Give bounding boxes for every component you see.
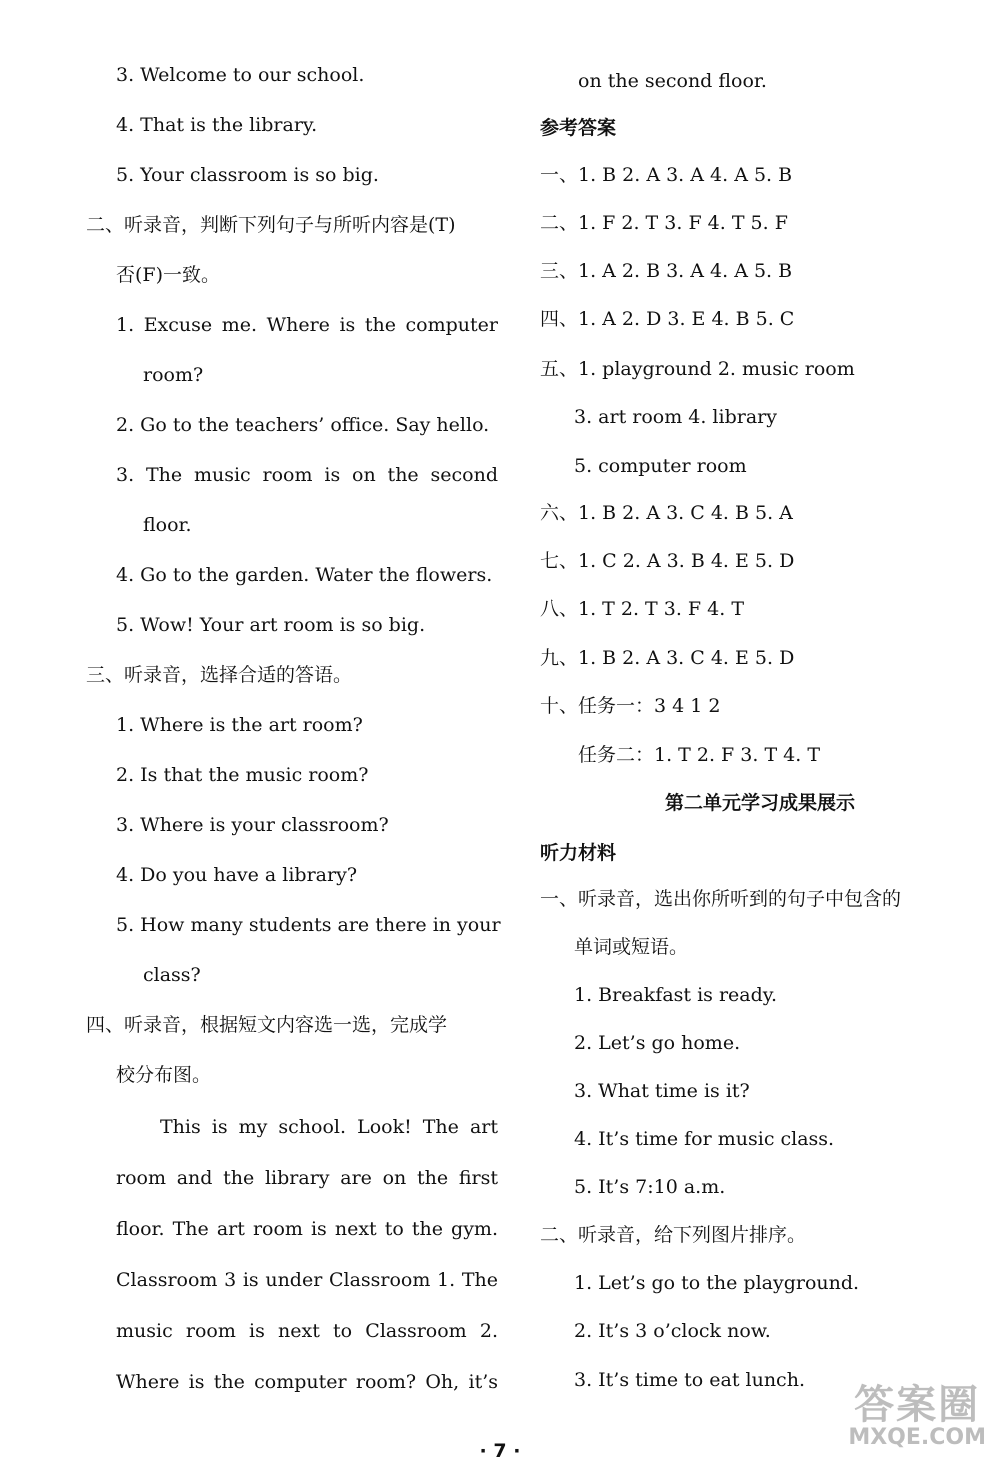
text-line: 3. Welcome to our school. [116, 64, 365, 86]
text-line: 2. Go to the teachers’ office. Say hello. [116, 414, 490, 436]
section-title-cont: 单词或短语。 [574, 936, 689, 958]
section-2-title: 二、听录音，判断下列句子与所听内容是(T) [86, 214, 456, 236]
text-line: 2. Let’s go home. [574, 1032, 741, 1054]
unit-title: 第二单元学习成果展示 [664, 792, 855, 814]
passage-line: floor. The art room is next to the gym. [116, 1218, 498, 1240]
watermark-top: 答案圈 [854, 1382, 981, 1428]
section-2-title-cont: 否(F)一致。 [116, 264, 221, 286]
text-line: 2. It’s 3 o’clock now. [574, 1320, 771, 1342]
passage-line: This is my school. Look! The art [160, 1116, 498, 1138]
text-line: 3. Where is your classroom? [116, 814, 389, 836]
answer-row: 八、1. T 2. T 3. F 4. T [540, 598, 744, 620]
text-line: 1. Where is the art room? [116, 714, 363, 736]
text-line: floor. [143, 514, 192, 536]
answers-heading: 参考答案 [540, 117, 617, 139]
passage-line: music room is next to Classroom 2. [116, 1320, 498, 1342]
text-line: 4. That is the library. [116, 114, 318, 136]
text-line: 2. Is that the music room? [116, 764, 369, 786]
text-line: 5. Your classroom is so big. [116, 164, 379, 186]
answer-row: 九、1. B 2. A 3. C 4. E 5. D [540, 647, 795, 669]
passage-line: Where is the computer room? Oh, it’s [116, 1371, 498, 1393]
text-line: 1. Let’s go to the playground. [574, 1272, 860, 1294]
answer-row: 七、1. C 2. A 3. B 4. E 5. D [540, 550, 795, 572]
text-line: 5. Wow! Your art room is so big. [116, 614, 426, 636]
answer-row: 六、1. B 2. A 3. C 4. B 5. A [540, 502, 793, 524]
section-title: 二、听录音，给下列图片排序。 [540, 1224, 807, 1246]
answer-row: 四、1. A 2. D 3. E 4. B 5. C [540, 308, 795, 330]
listening-heading: 听力材料 [540, 842, 617, 864]
section-4-title: 四、听录音，根据短文内容选一选，完成学 [86, 1014, 448, 1036]
answer-row: 五、1. playground 2. music room [540, 358, 855, 380]
section-title: 一、听录音，选出你所听到的句子中包含的 [540, 888, 902, 910]
passage-line: Classroom 3 is under Classroom 1. The [116, 1269, 498, 1291]
page-number: · 7 · [479, 1440, 521, 1462]
text-line: room? [143, 364, 204, 386]
text-line: on the second floor. [578, 70, 767, 92]
text-line: 3. It’s time to eat lunch. [574, 1369, 805, 1391]
watermark-bottom: MXQE.COM [848, 1425, 986, 1450]
text-line: 5. It’s 7:10 a.m. [574, 1176, 726, 1198]
answer-row: 十、任务一：3 4 1 2 [540, 695, 721, 717]
text-line: class? [143, 964, 201, 986]
text-line: 3. The music room is on the second [116, 464, 498, 486]
text-line: 4. It’s time for music class. [574, 1128, 835, 1150]
answer-row: 三、1. A 2. B 3. A 4. A 5. B [540, 260, 793, 282]
passage-line: room and the library are on the first [116, 1167, 498, 1189]
text-line: 4. Do you have a library? [116, 864, 358, 886]
answer-row: 二、1. F 2. T 3. F 4. T 5. F [540, 212, 788, 234]
answer-row: 一、1. B 2. A 3. A 4. A 5. B [540, 164, 793, 186]
watermark-logo [848, 1384, 986, 1450]
answer-row: 3. art room 4. library [574, 406, 777, 428]
text-line: 5. How many students are there in your [116, 914, 501, 936]
text-line: 3. What time is it? [574, 1080, 750, 1102]
section-4-title-cont: 校分布图。 [116, 1064, 212, 1086]
text-line: 1. Breakfast is ready. [574, 984, 778, 1006]
answer-row: 任务二：1. T 2. F 3. T 4. T [578, 744, 820, 766]
section-3-title: 三、听录音，选择合适的答语。 [86, 664, 353, 686]
text-line: 4. Go to the garden. Water the flowers. [116, 564, 493, 586]
text-line: 1. Excuse me. Where is the computer [116, 314, 498, 336]
answer-row: 5. computer room [574, 455, 747, 477]
